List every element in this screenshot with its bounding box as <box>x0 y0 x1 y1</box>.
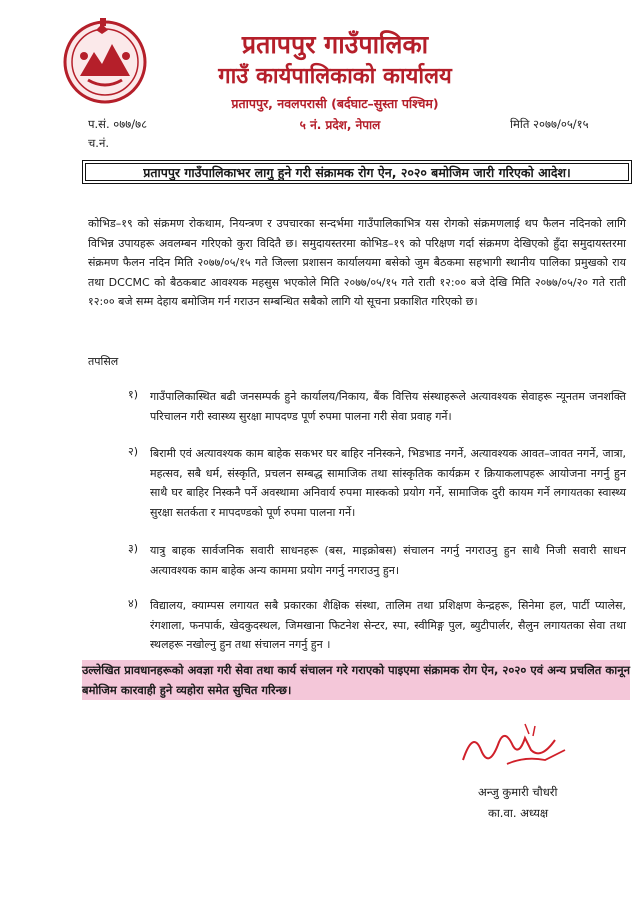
intro-paragraph: कोभिड–१९ को संक्रमण रोकथाम, नियन्त्रण र उपचारका सन्दर्भमा गाउँपालिकाभित्र यस रोगको संक्रमणलाई थप फैलन नदिनको लागि विभिन्न उपायहरू अवलम्बन गरिएको कुरा विदितै छ। समुदायस्तरमा कोभिड–१९ को परिक्षण गर्दा संक्रमण देखिएको हुँदा समुदायस्तरमा संक्रमण फैलन नदिन मिति २०७७/०५/१५ गते जिल्ला प्रशासन कार्यालयमा बसेको जुम बैठकमा सहभागी स्थानीय पालिका प्रमुखको राय तथा DCCMC को बैठकबाट आवश्यक महसुस भएकोले मिति २०७७/०५/१५ गते राती १२:०० बजे देखि मिति २०७७/०५/२० गते राती १२:०० बजे सम्म देहाय बमोजिम गर्न गराउन सम्बन्धित सबैको लागि यो सूचना प्रकाशित गरिएको छ। <box>88 217 626 308</box>
office-address: प्रतापपुर, नवलपरासी (बर्दघाट–सुस्ता पश्चिम) <box>231 96 439 111</box>
office-subtitle: गाउँ कार्यपालिकाको कार्यालय <box>218 64 452 89</box>
letter-date: मिति २०७७/०५/१५ <box>510 117 589 131</box>
handwritten-signature <box>455 720 575 774</box>
dispatch-number: च.नं. <box>88 136 109 150</box>
list-item: गाउँपालिकास्थित बढी जनसम्पर्क हुने कार्यालय/निकाय, बैंक वित्तिय संस्थाहरूले अत्यावश्यक सेवाहरू न्यूनतम जनशक्ति परिचालन गरी स्वास्थ्य सुरक्षा मापदण्ड पूर्ण रुपमा पालना गरी सेवा प्रवाह गर्ने। <box>150 390 626 423</box>
office-name: प्रतापपुर गाउँपालिका <box>241 30 429 59</box>
list-item: बिरामी एवं अत्यावश्यक काम बाहेक सकभर घर बाहिर ननिस्कने, भिडभाड नगर्ने, अत्यावश्यक आवत–जावत नगर्ने, जात्रा, महत्सव, सबै धर्म, संस्कृति, प्रचलन सम्बद्ध सामाजिक तथा सांस्कृतिक कार्यक्रम र क्रियाकलापहरू आयोजना नगर्नु हुन साथै घर बाहिर निस्कनै पर्ने अवस्थामा अनिवार्य रुपमा मास्कको प्रयोग गर्ने, सामाजिक दुरी कायम गर्ने लगायतका स्वास्थ्य सुरक्षा सतर्कता र मापदण्डको पूर्ण रुपमा पालना गर्ने। <box>150 447 626 519</box>
item-number: १) <box>128 388 139 401</box>
list-heading: तपसिल <box>88 355 119 368</box>
closing-statement: उल्लेखित प्रावधानहरूको अवज्ञा गरी सेवा तथा कार्य संचालन गरे गराएको पाइएमा संक्रामक रोग ऐन, २०२० एवं अन्य प्रचलित कानून बमोजिम कारवाही हुने व्यहोरा समेत सुचित गरिन्छ। <box>82 660 630 700</box>
list-item: यात्रु बाहक सार्वजनिक सवारी साधनहरू (बस, माइक्रोबस) संचालन नगर्नु नगराउनु हुन साथै निजी सवारी साधन अत्यावश्यक काम बाहेक अन्य काममा प्रयोग नगर्नु नगराउनु हुन। <box>150 544 626 577</box>
letter-number: प.सं. ०७७/७८ <box>88 117 148 131</box>
province-line: ५ नं. प्रदेश, नेपाल <box>299 118 381 132</box>
item-number: ४) <box>128 597 139 610</box>
signatory-title: का.वा. अध्यक्ष <box>488 806 549 820</box>
item-number: २) <box>128 445 139 458</box>
list-item: विद्यालय, क्याम्पस लगायत सबै प्रकारका शैक्षिक संस्था, तालिम तथा प्रशिक्षण केन्द्रहरू, सिनेमा हल, पार्टी प्यालेस, रंगशाला, फनपार्क, खेदकुदस्थल, जिमखाना फिटनेश सेन्टर, स्पा, स्वीमिङ्ग पुल, ब्युटीपार्लर, सैलुन लगायतका सेवा तथा स्थलहरू नखोल्नु हुन तथा संचालन नगर्नु हुन । <box>150 599 626 651</box>
subject-banner <box>82 160 632 184</box>
subject-text: प्रतापपुर गाउँपालिकाभर लागु हुने गरी संक्रामक रोग ऐन, २०२० बमोजिम जारी गरिएको आदेश। <box>85 163 629 181</box>
signatory-name: अन्जु कुमारी चौधरी <box>478 785 558 799</box>
nepal-emblem-icon <box>62 16 148 106</box>
item-number: ३) <box>128 542 139 555</box>
